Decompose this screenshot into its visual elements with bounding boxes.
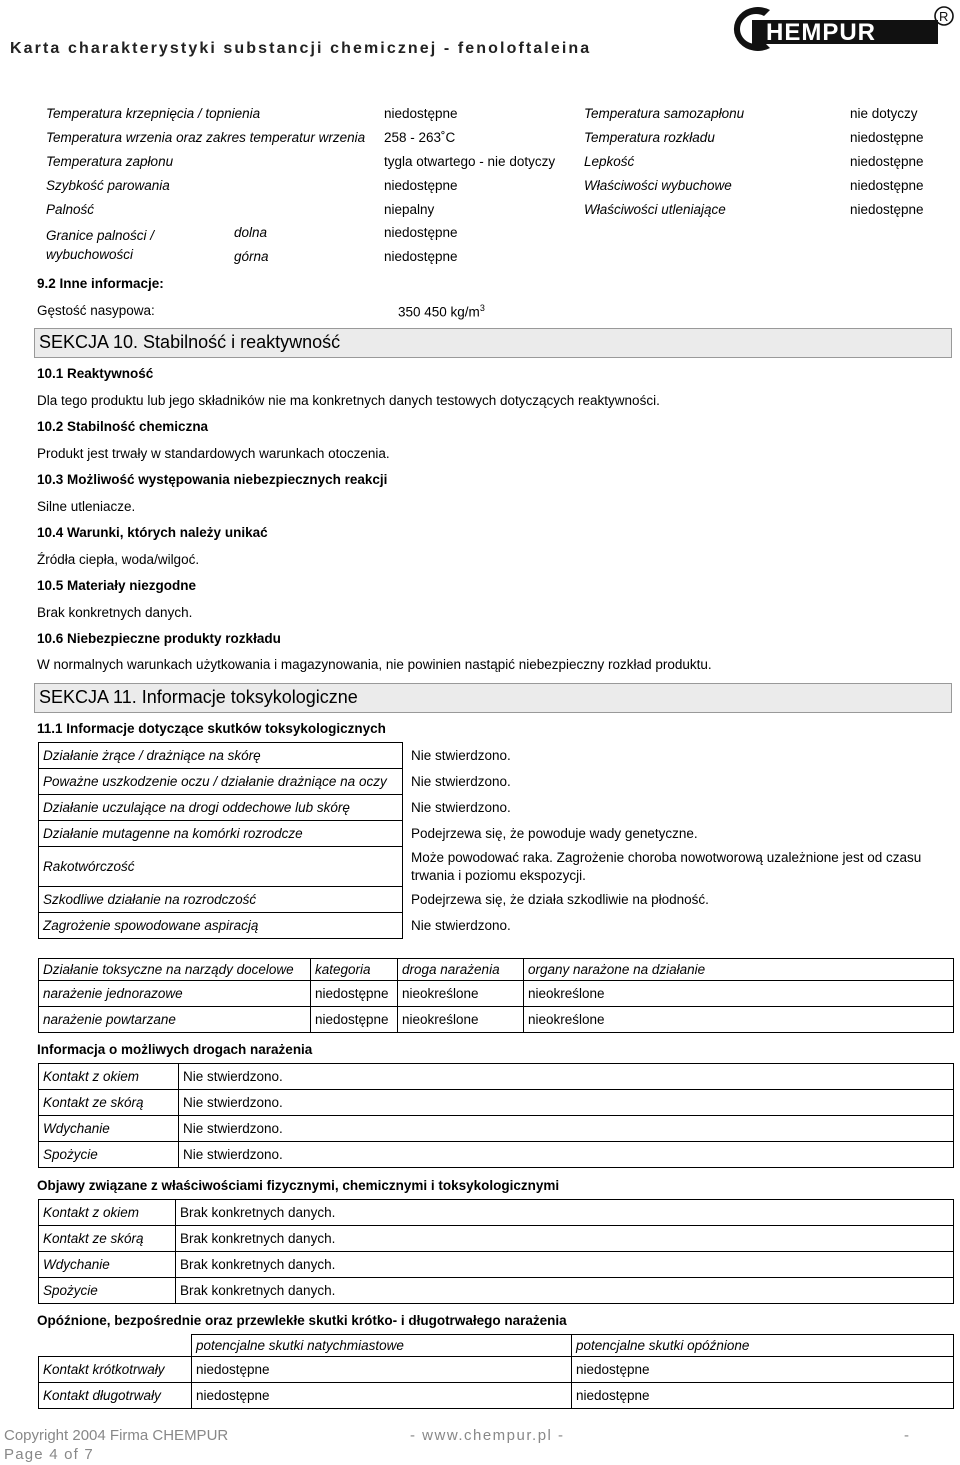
table-row [39, 821, 954, 847]
effect-label: Zagrożenie spowodowane aspiracją [39, 913, 403, 939]
delayed-table [38, 1334, 954, 1409]
svg-text:R: R [939, 9, 949, 24]
property-value: niedostępne [850, 202, 924, 217]
table-row [39, 769, 954, 795]
stot-table [38, 958, 954, 1033]
table-cell: niedostępne [572, 1383, 954, 1409]
table-row [39, 1007, 954, 1033]
table-row [39, 1252, 954, 1278]
subsection-heading: 11.1 Informacje dotyczące skutków toksykologicznych [37, 721, 386, 736]
upper-limit-value: niedostępne [384, 249, 458, 264]
table-cell: narażenie jednorazowe [39, 981, 311, 1007]
effect-value: Nie stwierdzono. [411, 800, 511, 815]
effects-table [38, 742, 954, 939]
property-row [0, 178, 960, 200]
copyright-text: Copyright 2004 Firma CHEMPUR [4, 1427, 229, 1444]
lower-limit-label: dolna [234, 225, 268, 240]
effect-value: Podejrzewa się, że działa szkodliwie na płodność. [411, 892, 709, 907]
symptom-value: Brak konkretnych danych. [176, 1278, 954, 1304]
table-row [39, 743, 954, 769]
delayed-heading: Opóźnione, bezpośrednie oraz przewlekłe skutki krótko- i długotrwałego narażenia [37, 1313, 567, 1328]
property-value: niedostępne [384, 106, 458, 121]
table-row [39, 1142, 954, 1168]
effect-value: Nie stwierdzono. [411, 918, 511, 933]
routes-heading: Informacja o możliwych drogach narażenia [37, 1042, 313, 1057]
route-value: Nie stwierdzono. [179, 1142, 954, 1168]
table-header-row [39, 959, 954, 981]
symptom-label: Kontakt z okiem [39, 1200, 176, 1226]
table-row [39, 981, 954, 1007]
document-title: Karta charakterystyki substancji chemicznej - fenoloftaleina [10, 40, 592, 57]
property-row [0, 106, 960, 128]
table-cell: nieokreślone [524, 981, 954, 1007]
effect-value [403, 847, 954, 887]
density-value: 350 450 $kg/m^3$ [398, 303, 485, 320]
table-cell: niedostępne [572, 1357, 954, 1383]
limits-label: wybuchowości [46, 247, 134, 262]
table-row [39, 887, 954, 913]
route-value: Nie stwierdzono. [179, 1064, 954, 1090]
property-row [0, 202, 960, 224]
route-value: Nie stwierdzono. [179, 1090, 954, 1116]
route-label: Wdychanie [39, 1116, 179, 1142]
property-label: Właściwości utleniające [584, 202, 726, 217]
property-label: Lepkość [584, 154, 635, 169]
density-label: Gęstość nasypowa: [37, 303, 155, 318]
symptoms-heading: Objawy związane z właściwościami fizycznymi, chemicznymi i toksykologicznymi [37, 1178, 560, 1193]
section-10-header: SEKCJA 10. Stabilność i reaktywność [34, 328, 952, 358]
property-label: Temperatura rozkładu [584, 130, 715, 145]
column-header: potencjalne skutki natychmiastowe [192, 1335, 572, 1357]
subsection-text: Silne utleniacze. [37, 499, 136, 514]
effect-label: Poważne uszkodzenie oczu / działanie drażniące na oczy [39, 769, 403, 795]
column-header: kategoria [311, 959, 398, 981]
page-number: Page 4 of 7 [4, 1446, 94, 1463]
table-row [39, 795, 954, 821]
effect-label: Działanie mutagenne na komórki rozrodcze [39, 821, 403, 847]
subsection-text: Brak konkretnych danych. [37, 605, 193, 620]
symptom-label: Wdychanie [39, 1252, 176, 1278]
table-row [39, 1383, 954, 1409]
table-row [39, 1200, 954, 1226]
effect-value: Nie stwierdzono. [411, 774, 511, 789]
table-row [39, 1357, 954, 1383]
subsection-text: Dla tego produktu lub jego składników nie ma konkretnych danych testowych dotyczących reaktywności. [37, 393, 660, 408]
route-label: Spożycie [39, 1142, 179, 1168]
subsection-heading: 10.5 Materiały niezgodne [37, 578, 197, 593]
effect-value: Nie stwierdzono. [411, 748, 511, 763]
effect-label: Działanie uczulające na drogi oddechowe lub skórę [39, 795, 403, 821]
table-row [39, 913, 954, 939]
table-row [39, 1064, 954, 1090]
property-value: 258 - 263˚C [384, 130, 456, 145]
property-value: niedostępne [850, 178, 924, 193]
effect-value: Podejrzewa się, że powoduje wady genetyczne. [411, 826, 698, 841]
effect-label: Szkodliwe działanie na rozrodczość [39, 887, 403, 913]
symptom-label: Kontakt ze skórą [39, 1226, 176, 1252]
subsection-text: Źródła ciepła, woda/wilgoć. [37, 552, 200, 567]
table-cell: Kontakt długotrwały [39, 1383, 192, 1409]
table-row [39, 847, 954, 887]
website-link[interactable]: - www.chempur.pl - [410, 1427, 565, 1444]
table-header-row [39, 1335, 954, 1357]
effect-label: Rakotwórczość [39, 847, 403, 887]
symptom-value: Brak konkretnych danych. [176, 1252, 954, 1278]
subsection-text: W normalnych warunkach użytkowania i magazynowania, nie powinien nastąpić niebezpieczny rozkład produktu. [37, 657, 712, 672]
property-value: niepalny [384, 202, 435, 217]
property-label: Temperatura wrzenia oraz zakres temperatur wrzenia [46, 130, 366, 145]
property-value: nie dotyczy [850, 106, 918, 121]
route-value: Nie stwierdzono. [179, 1116, 954, 1142]
lower-limit-value: niedostępne [384, 225, 458, 240]
property-label: Szybkość parowania [46, 178, 170, 193]
subsection-heading: 10.6 Niebezpieczne produkty rozkładu [37, 631, 281, 646]
table-cell: Kontakt krótkotrwały [39, 1357, 192, 1383]
upper-limit-label: górna [234, 249, 269, 264]
property-label: Właściwości wybuchowe [584, 178, 732, 193]
limits-label: Granice palności / [46, 228, 155, 243]
property-value: niedostępne [384, 178, 458, 193]
effect-label: Działanie żrące / drażniące na skórę [39, 743, 403, 769]
table-cell: nieokreślone [398, 1007, 524, 1033]
table-cell: niedostępne [311, 981, 398, 1007]
property-value: tygla otwartego - nie dotyczy [384, 154, 556, 169]
symptom-value: Brak konkretnych danych. [176, 1226, 954, 1252]
symptom-label: Spożycie [39, 1278, 176, 1304]
property-label: Temperatura krzepnięcia / topnienia [46, 106, 261, 121]
empty-header-cell [39, 1335, 192, 1357]
routes-table [38, 1063, 954, 1168]
column-header: Działanie toksyczne na narządy docelowe [39, 959, 311, 981]
subsection-heading: 10.2 Stabilność chemiczna [37, 419, 209, 434]
subsection-heading: 10.3 Możliwość występowania niebezpiecznych reakcji [37, 472, 388, 487]
section-11-header: SEKCJA 11. Informacje toksykologiczne [34, 683, 952, 713]
subsection-text: Produkt jest trwały w standardowych warunkach otoczenia. [37, 446, 390, 461]
property-label: Temperatura samozapłonu [584, 106, 745, 121]
table-row [39, 1226, 954, 1252]
symptoms-table [38, 1199, 954, 1304]
property-row [0, 154, 960, 176]
svg-text:HEMPUR: HEMPUR [766, 19, 877, 46]
column-header: droga narażenia [398, 959, 524, 981]
property-row [0, 130, 960, 152]
subsection-heading: 10.4 Warunki, których należy unikać [37, 525, 268, 540]
table-cell: niedostępne [311, 1007, 398, 1033]
column-header: organy narażone na działanie [524, 959, 954, 981]
property-value: niedostępne [850, 130, 924, 145]
route-label: Kontakt z okiem [39, 1064, 179, 1090]
table-cell: niedostępne [192, 1357, 572, 1383]
property-label: Temperatura zapłonu [46, 154, 174, 169]
route-label: Kontakt ze skórą [39, 1090, 179, 1116]
table-cell: nieokreślone [398, 981, 524, 1007]
table-row [39, 1090, 954, 1116]
section-9-2-heading: 9.2 Inne informacje: [37, 276, 164, 291]
subsection-heading: 10.1 Reaktywność [37, 366, 154, 381]
footer-dash: - [904, 1427, 909, 1444]
table-cell: nieokreślone [524, 1007, 954, 1033]
table-cell: narażenie powtarzane [39, 1007, 311, 1033]
table-row [39, 1116, 954, 1142]
property-value: niedostępne [850, 154, 924, 169]
property-label: Palność [46, 202, 95, 217]
column-header: potencjalne skutki opóźnione [572, 1335, 954, 1357]
effect-value-line: Może powodować raka. Zagrożenie choroba nowotworową uzależnione jest od czasu [411, 849, 922, 865]
table-cell: niedostępne [192, 1383, 572, 1409]
symptom-value: Brak konkretnych danych. [176, 1200, 954, 1226]
chempur-logo [722, 4, 960, 54]
effect-value-line: trwania i poziomu ekspozycji. [411, 867, 586, 883]
table-row [39, 1278, 954, 1304]
